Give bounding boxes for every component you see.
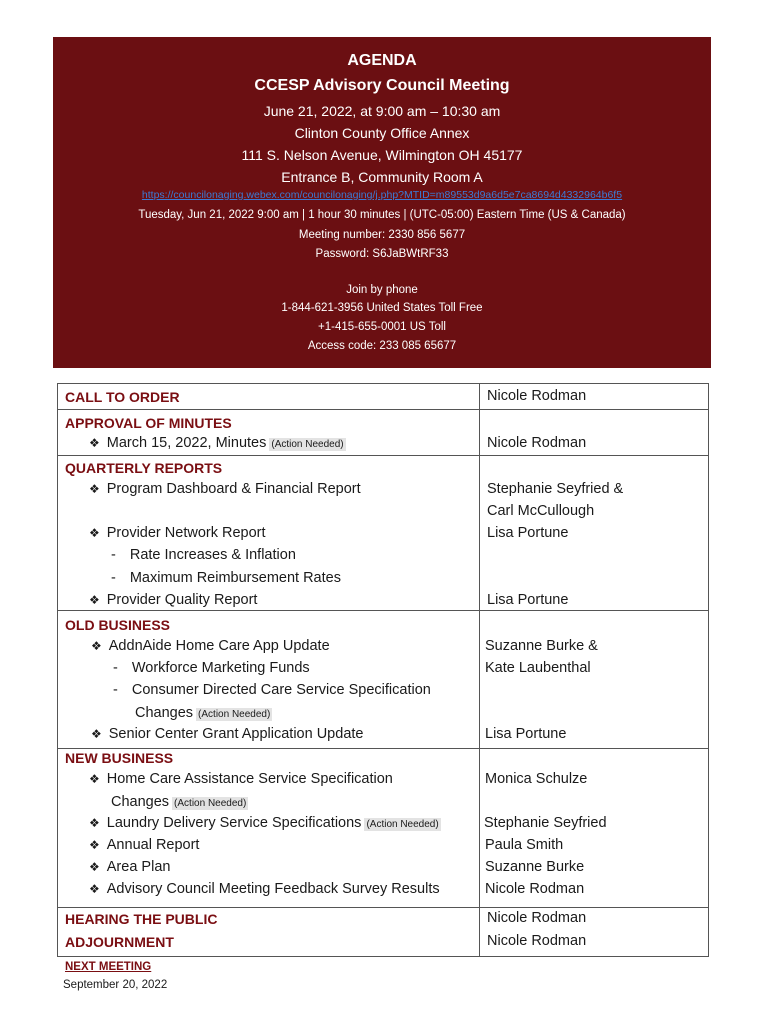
presenter-hearing: Nicole Rodman (487, 910, 587, 926)
toll-number: +1-415-655-0001 US Toll (318, 321, 446, 333)
webex-link[interactable]: https://councilonaging.webex.com/councilonaging/j.php?MTID=m89553d9a6d5e7ca8694d4332964b6f5 (141, 189, 623, 201)
agenda-item (89, 837, 199, 853)
location-name: Clinton County Office Annex (294, 125, 470, 141)
action-needed-tag: (Action Needed) (174, 798, 247, 809)
agenda-subitem (113, 682, 431, 698)
location-address: 111 S. Nelson Avenue, Wilmington OH 45177 (241, 147, 523, 163)
bullet-icon (89, 435, 107, 451)
header-banner (53, 37, 711, 368)
item-label: Provider Network Report (106, 525, 266, 541)
item-label: March 15, 2022, Minutes (106, 435, 267, 451)
item-label: AddnAide Home Care App Update (108, 638, 330, 654)
webex-details: Tuesday, Jun 21, 2022 9:00 am | 1 hour 30 minutes | (UTC-05:00) Eastern Time (US & Canada) (138, 209, 626, 221)
item-label: Advisory Council Meeting Feedback Survey Results (106, 881, 440, 897)
bullet-icon (91, 726, 109, 742)
agenda-item (91, 638, 330, 654)
next-meeting-label: NEXT MEETING (65, 961, 152, 973)
presenter-senior-center: Lisa Portune (485, 726, 567, 742)
section-approval-of-minutes: APPROVAL OF MINUTES (65, 415, 232, 431)
presenter-survey: Nicole Rodman (485, 881, 585, 897)
agenda-subitem (111, 570, 341, 586)
join-by-phone-label: Join by phone (346, 284, 418, 296)
presenter-area-plan: Suzanne Burke (485, 859, 585, 875)
meeting-password: Password: S6JaBWtRF33 (315, 248, 449, 260)
toll-free-number: 1-844-621-3956 United States Toll Free (281, 302, 483, 314)
meeting-date-time: June 21, 2022, at 9:00 am – 10:30 am (263, 103, 501, 119)
access-code: Access code: 233 085 65677 (307, 340, 457, 352)
section-quarterly-reports: QUARTERLY REPORTS (65, 460, 223, 476)
column-divider (479, 384, 480, 956)
presenter-dashboard: Stephanie Seyfried & (487, 481, 624, 497)
section-adjournment: ADJOURNMENT (65, 934, 174, 950)
agenda-item (89, 592, 257, 608)
agenda-title: AGENDA (347, 52, 417, 69)
subitem-label: Changes (135, 705, 194, 721)
presenter-addnaide-2: Kate Laubenthal (485, 660, 591, 676)
action-needed-tag: (Action Needed) (198, 709, 271, 720)
bullet-icon (89, 881, 107, 897)
item-label: Provider Quality Report (106, 592, 258, 608)
action-needed-tag: (Action Needed) (366, 819, 439, 830)
action-needed-tag: (Action Needed) (271, 439, 344, 450)
bullet-icon (89, 815, 107, 831)
row-divider (58, 610, 708, 611)
agenda-item (89, 481, 361, 497)
item-label: Senior Center Grant Application Update (108, 726, 364, 742)
presenter-dashboard-2: Carl McCullough (487, 503, 595, 519)
agenda-item (89, 859, 170, 875)
next-meeting-date: September 20, 2022 (63, 979, 168, 991)
presenter-home-care: Monica Schulze (485, 771, 588, 787)
row-divider (58, 455, 708, 456)
item-label: Area Plan (106, 859, 171, 875)
agenda-item (91, 726, 363, 742)
row-divider (58, 907, 708, 908)
presenter-provider-network: Lisa Portune (487, 525, 569, 541)
presenter-call-to-order: Nicole Rodman (487, 388, 587, 404)
section-new-business: NEW BUSINESS (65, 750, 174, 766)
bullet-icon (89, 859, 107, 875)
agenda-item (89, 435, 346, 451)
agenda-subitem (113, 660, 310, 676)
item-label: Changes (111, 794, 170, 810)
meeting-name: CCESP Advisory Council Meeting (254, 77, 510, 94)
agenda-table (57, 383, 709, 957)
bullet-icon (89, 481, 107, 497)
bullet-icon (89, 525, 107, 541)
subitem-label: Maximum Reimbursement Rates (129, 570, 341, 586)
section-old-business: OLD BUSINESS (65, 617, 171, 633)
item-label: Annual Report (106, 837, 200, 853)
presenter-approval: Nicole Rodman (487, 435, 587, 451)
subitem-label: Workforce Marketing Funds (131, 660, 310, 676)
bullet-icon (89, 837, 107, 853)
presenter-laundry: Stephanie Seyfried (484, 815, 607, 831)
agenda-item (89, 771, 393, 787)
subitem-label: Consumer Directed Care Service Specification (131, 682, 431, 698)
agenda-item (89, 815, 441, 831)
row-divider (58, 409, 708, 410)
section-call-to-order: CALL TO ORDER (65, 389, 180, 405)
section-hearing-the-public: HEARING THE PUBLIC (65, 911, 218, 927)
item-label: Program Dashboard & Financial Report (106, 481, 361, 497)
bullet-icon (89, 771, 107, 787)
subitem-label: Rate Increases & Inflation (129, 547, 296, 563)
agenda-subitem-continued (135, 705, 272, 721)
agenda-subitem (111, 547, 296, 563)
item-label: Laundry Delivery Service Specifications (106, 815, 362, 831)
location-room: Entrance B, Community Room A (281, 169, 483, 185)
agenda-item (89, 881, 440, 897)
item-label: Home Care Assistance Service Specification (106, 771, 393, 787)
presenter-provider-quality: Lisa Portune (487, 592, 569, 608)
presenter-addnaide: Suzanne Burke & (485, 638, 598, 654)
presenter-annual-report: Paula Smith (485, 837, 564, 853)
row-divider (58, 748, 708, 749)
bullet-icon (91, 638, 109, 654)
meeting-number: Meeting number: 2330 856 5677 (298, 229, 466, 241)
presenter-adjournment: Nicole Rodman (487, 933, 587, 949)
agenda-item (89, 525, 266, 541)
bullet-icon (89, 592, 107, 608)
agenda-item-continued (111, 794, 248, 810)
